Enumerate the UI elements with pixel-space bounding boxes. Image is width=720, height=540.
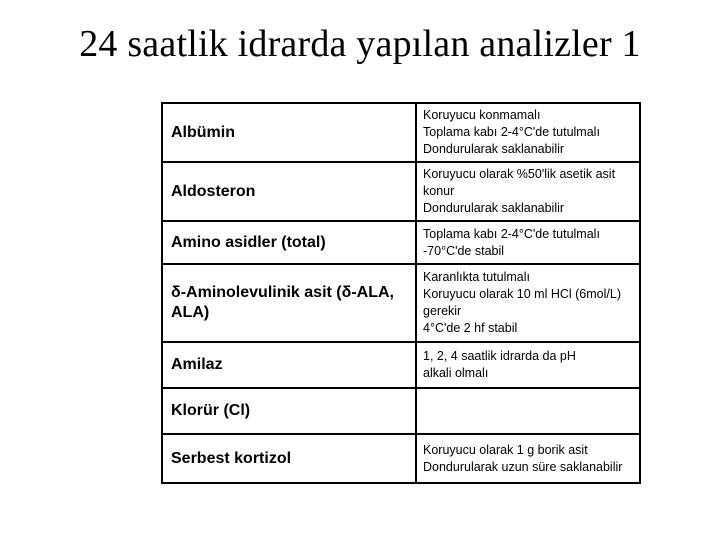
note-line: 4°C'de 2 hf stabil (423, 321, 518, 335)
table-row (162, 221, 640, 264)
analyte-name: Amino asidler (total) (162, 221, 416, 264)
note-line: Toplama kabı 2-4°C'de tutulmalı (423, 226, 600, 241)
storage-notes (416, 342, 640, 388)
table-row (162, 342, 640, 388)
table-row (162, 264, 640, 342)
analyte-name: Amilaz (162, 342, 416, 388)
analyte-name: Aldosteron (162, 162, 416, 221)
analyte-name: Albümin (171, 123, 235, 141)
note-line: Dondurularak uzun süre saklanabilir (423, 459, 623, 474)
storage-notes (416, 162, 640, 221)
storage-notes (416, 388, 640, 434)
analyte-name: δ-Aminolevulinik asit (δ-ALA, ALA) (162, 264, 416, 342)
note-line: Dondurularak saklanabilir (423, 142, 565, 156)
note-line: Dondurularak saklanabilir (423, 201, 565, 215)
storage-notes (416, 103, 640, 162)
analysis-table (161, 102, 641, 484)
note-line: Koruyucu konmamalı (423, 108, 541, 122)
note-line: Koruyucu olarak 10 ml HCl (6mol/L) gerekir (423, 287, 621, 318)
analyte-name: Serbest kortizol (162, 434, 416, 483)
table-row (162, 162, 640, 221)
storage-notes (416, 264, 640, 342)
note-line: -70°C'de stabil (423, 243, 505, 258)
table-row (162, 434, 640, 483)
note-line: Koruyucu olarak 1 g borik asit (423, 442, 588, 457)
table-row (162, 103, 640, 162)
note-line: Toplama kabı 2-4°C'de tutulmalı (423, 125, 600, 139)
storage-notes (416, 221, 640, 264)
storage-notes (416, 434, 640, 483)
analyte-name: Klorür (Cl) (162, 388, 416, 434)
note-line: 1, 2, 4 saatlik idrarda da pH alkali olmalı (423, 349, 576, 380)
table-row (162, 388, 640, 434)
note-line: Karanlıkta tutulmalı (423, 270, 530, 284)
note-line: Koruyucu olarak %50'lik asetik asit konur (423, 167, 616, 198)
page-title: 24 saatlik idrarda yapılan analizler 1 (79, 23, 641, 65)
